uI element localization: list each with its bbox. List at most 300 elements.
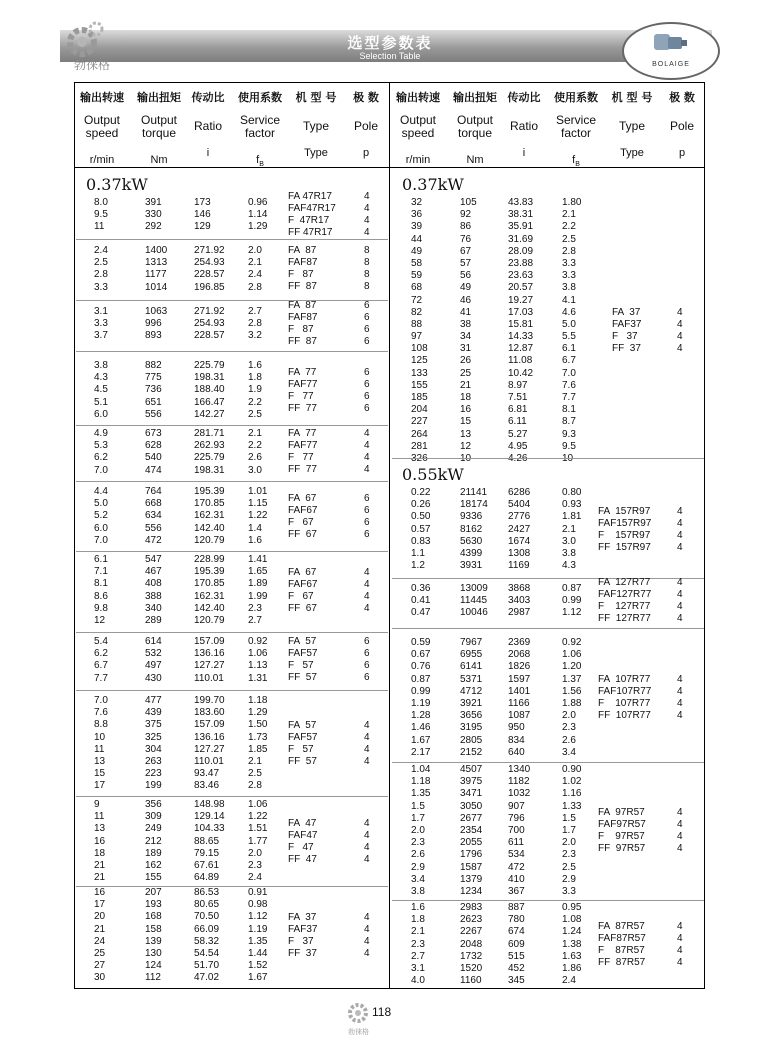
table-cell: 2.1 — [248, 257, 262, 269]
table-cell: 1.44 — [248, 947, 268, 959]
group-separator — [76, 425, 388, 426]
table-cell: 162.31 — [194, 590, 225, 602]
table-cell: 0.99 — [411, 685, 431, 697]
service-factor-column — [248, 636, 282, 685]
table-cell: 996 — [145, 318, 162, 330]
table-cell: 408 — [145, 578, 162, 590]
table-cell: 0.50 — [411, 511, 431, 523]
table-cell: 5.5 — [562, 331, 576, 343]
table-cell: 2983 — [460, 902, 483, 913]
table-cell: 556 — [145, 522, 162, 534]
table-cell: 21141 — [460, 487, 488, 498]
pole-count: 8 — [364, 245, 370, 257]
table-cell: 170.85 — [194, 578, 225, 590]
table-cell: 1732 — [460, 950, 483, 962]
table-cell: 1.37 — [562, 673, 582, 685]
type-code: FF 47 — [288, 853, 317, 865]
service-factor-column — [248, 428, 282, 477]
table-cell: 9 — [94, 799, 100, 810]
table-cell: 0.47 — [411, 607, 431, 619]
table-cell: 614 — [145, 636, 162, 647]
table-cell: 92 — [460, 209, 472, 221]
table-cell: 10046 — [460, 607, 488, 619]
table-cell: 2.6 — [248, 452, 262, 464]
table-cell: 0.67 — [411, 649, 431, 661]
pole-count: 6 — [364, 378, 370, 390]
pole-count: 4 — [677, 613, 683, 625]
table-cell: 5404 — [508, 499, 531, 511]
table-cell: 93.47 — [194, 768, 220, 780]
pole-count: 4 — [677, 319, 683, 331]
pole-list — [364, 191, 370, 239]
type-code: FA 37 — [288, 911, 317, 923]
table-cell: 264 — [411, 428, 428, 440]
table-cell: 467 — [145, 566, 162, 578]
table-cell: 4712 — [460, 685, 483, 697]
table-cell: 67 — [460, 245, 472, 257]
pole-list — [364, 493, 370, 541]
pole-count: 4 — [677, 505, 683, 517]
group-separator — [76, 239, 388, 240]
table-cell: 2987 — [508, 607, 531, 619]
table-cell: 2.9 — [411, 861, 425, 873]
table-cell: 0.90 — [562, 764, 582, 775]
type-code: F 127R77 — [598, 601, 651, 613]
table-cell: 183.60 — [194, 707, 225, 719]
type-code: FAF67 — [288, 504, 318, 516]
table-cell: 3471 — [460, 788, 483, 800]
table-cell: 80.65 — [194, 899, 220, 911]
table-cell: 1.86 — [562, 962, 582, 974]
ratio-column — [194, 486, 238, 547]
column-header-cn: 输出扭矩 — [453, 91, 497, 104]
type-list — [598, 506, 651, 554]
table-cell — [460, 453, 500, 465]
table-cell: 3195 — [460, 722, 483, 734]
table-cell: 3.1 — [411, 962, 425, 974]
table-cell: 4.95 — [508, 440, 528, 452]
table-cell: 2.1 — [562, 523, 576, 535]
brand-name-left: 勃徕格 — [74, 58, 111, 72]
table-cell: 34 — [460, 331, 472, 343]
footer-brand: 勃徕格 — [348, 1028, 369, 1036]
table-cell: 212 — [145, 835, 162, 847]
table-cell: 148.98 — [194, 799, 225, 810]
pole-count: 6 — [364, 366, 370, 378]
table-cell: 19.27 — [508, 294, 534, 306]
column-header-cn: 使用系数 — [238, 91, 282, 104]
table-cell: 129.14 — [194, 811, 225, 823]
table-cell: 0.87 — [562, 583, 582, 594]
pole-count: 6 — [364, 390, 370, 402]
type-list — [288, 367, 317, 415]
group-separator — [76, 351, 388, 352]
brand-name-right: BOLAIGE — [652, 61, 690, 68]
group-separator — [392, 628, 704, 629]
table-cell — [411, 453, 439, 465]
table-cell: 2.5 — [248, 768, 262, 780]
type-code: FAF157R97 — [598, 517, 652, 529]
table-cell: 105 — [460, 197, 477, 208]
table-cell: 6.0 — [94, 522, 108, 534]
table-cell: 43.83 — [508, 197, 534, 208]
type-code: F 37 — [612, 331, 638, 343]
pole-count: 4 — [677, 307, 683, 319]
pole-count: 4 — [677, 541, 683, 553]
table-cell: 8.7 — [562, 416, 576, 428]
table-cell: 1.22 — [248, 811, 268, 823]
table-cell: 82 — [411, 306, 423, 318]
table-cell: 1.6 — [248, 534, 262, 546]
pole-count: 4 — [364, 829, 370, 841]
table-cell: 57 — [460, 257, 472, 269]
table-cell: 2776 — [508, 511, 531, 523]
type-list — [288, 636, 317, 684]
table-cell: 199 — [145, 780, 162, 792]
table-cell: 7.6 — [562, 379, 576, 391]
table-cell: 7.0 — [94, 464, 108, 476]
torque-column — [145, 486, 185, 547]
pole-count: 4 — [677, 956, 683, 968]
type-code: F 77 — [288, 390, 314, 402]
ratio-column — [508, 902, 552, 987]
type-list — [288, 245, 317, 293]
pole-count: 4 — [677, 674, 683, 685]
table-cell: 1.18 — [248, 695, 268, 706]
column-header-en: Pole — [669, 119, 695, 133]
table-cell: 674 — [508, 926, 525, 938]
table-cell: 2.8 — [562, 245, 576, 257]
table-cell: 2.1 — [248, 428, 262, 439]
table-cell: 796 — [508, 812, 525, 824]
column-header-cn: 极 数 — [669, 91, 695, 104]
table-cell: 540 — [145, 452, 162, 464]
torque-column — [145, 554, 185, 627]
table-cell: 41 — [460, 306, 472, 318]
table-cell: 228.57 — [194, 269, 225, 281]
table-cell: 1.06 — [562, 649, 582, 661]
table-cell: 17 — [94, 899, 106, 911]
table-cell: 125 — [411, 355, 428, 367]
type-code: FAF127R77 — [598, 589, 652, 601]
table-cell: 46 — [460, 294, 472, 306]
service-factor-column — [248, 486, 282, 547]
pole-count: 4 — [677, 710, 683, 721]
table-cell — [508, 453, 552, 465]
table-cell: 185 — [411, 392, 428, 403]
table-cell: 198.31 — [194, 464, 225, 476]
table-cell: 532 — [145, 648, 162, 660]
table-cell: 228.57 — [194, 330, 225, 342]
column-header-en: Ratio — [193, 119, 222, 133]
table-cell: 2068 — [508, 649, 531, 661]
speed-column — [94, 360, 122, 421]
pole-list — [364, 720, 370, 768]
table-cell: 12 — [94, 614, 106, 626]
table-cell: 472 — [508, 861, 525, 873]
table-cell: 1.65 — [248, 566, 268, 578]
pole-list — [677, 506, 683, 554]
table-cell: 4.0 — [411, 975, 425, 987]
type-code: F 47 — [288, 841, 314, 853]
type-code: F 157R97 — [598, 529, 651, 541]
type-list — [288, 300, 317, 348]
type-code: FA 67 — [288, 492, 317, 504]
table-cell: 49 — [411, 245, 423, 257]
table-cell: 834 — [508, 734, 525, 746]
table-cell: 97 — [411, 331, 423, 343]
table-cell: 1.06 — [248, 648, 268, 660]
table-cell: 86.53 — [194, 887, 220, 898]
type-code: FF 157R97 — [598, 541, 651, 553]
group-separator — [392, 900, 704, 901]
pole-count: 6 — [364, 336, 370, 348]
service-factor-column — [248, 799, 282, 884]
table-cell: 58 — [411, 257, 423, 269]
pole-count: 4 — [364, 578, 370, 590]
pole-list — [364, 567, 370, 615]
ratio-column — [194, 636, 238, 685]
table-cell: 108 — [411, 343, 428, 355]
table-cell: 2623 — [460, 914, 483, 926]
table-cell: 887 — [508, 902, 525, 913]
table-cell: 2369 — [508, 637, 531, 648]
table-cell: 1.29 — [248, 221, 268, 233]
table-cell: 7.51 — [508, 392, 528, 403]
ratio-column — [194, 360, 238, 421]
table-cell: 139 — [145, 935, 162, 947]
table-cell: 1587 — [460, 861, 483, 873]
table-cell: 497 — [145, 660, 162, 672]
table-cell: 2.9 — [562, 873, 576, 885]
table-cell: 21 — [94, 923, 106, 935]
pole-count: 6 — [364, 492, 370, 504]
column-header-cn: 传动比 — [507, 91, 541, 104]
table-cell: 950 — [508, 722, 525, 734]
table-cell: 15.81 — [508, 318, 534, 330]
table-cell: 23.63 — [508, 270, 534, 282]
table-cell: 367 — [508, 885, 525, 897]
table-cell: 5.27 — [508, 428, 528, 440]
table-cell: 127.27 — [194, 743, 225, 755]
pole-count: 4 — [677, 686, 683, 697]
table-cell: 11.08 — [508, 355, 533, 367]
table-cell: 1.16 — [562, 788, 582, 800]
table-cell: 628 — [145, 440, 162, 452]
table-cell: 110.01 — [194, 672, 224, 684]
power-rating: 0.55kW — [402, 465, 464, 484]
table-cell: 0.92 — [248, 636, 268, 647]
table-cell: 2.6 — [562, 734, 576, 746]
table-cell: 1.73 — [248, 731, 268, 743]
table-cell: 24 — [94, 935, 106, 947]
column-header-left-1 — [134, 91, 184, 167]
table-cell: 1.31 — [248, 672, 268, 684]
table-cell: 136.16 — [194, 731, 225, 743]
ratio-column — [194, 245, 238, 294]
table-cell: 1.5 — [411, 800, 425, 812]
table-cell: 0.41 — [411, 595, 431, 607]
type-code: F 57 — [288, 660, 314, 672]
column-header-cn: 输出转速 — [80, 91, 124, 104]
group-separator — [76, 481, 388, 482]
type-code: FAF47R17 — [288, 203, 336, 215]
table-cell: 2.0 — [562, 710, 576, 722]
table-cell: 44 — [411, 233, 423, 245]
service-factor-column — [248, 360, 282, 421]
table-cell: 263 — [145, 755, 162, 767]
table-cell: 8.6 — [94, 590, 108, 602]
pole-count: 6 — [364, 648, 370, 660]
table-cell: 1.24 — [562, 926, 582, 938]
table-cell: 1400 — [145, 245, 168, 256]
table-cell: 3403 — [508, 595, 531, 607]
table-cell: 3.4 — [562, 746, 576, 758]
table-cell: 700 — [508, 824, 525, 836]
type-list — [288, 428, 317, 476]
power-rating: 0.37kW — [402, 175, 464, 194]
type-code: FAF77 — [288, 378, 318, 390]
table-cell: 51.70 — [194, 960, 220, 972]
table-cell: 736 — [145, 384, 162, 396]
table-cell: 3.0 — [562, 535, 576, 547]
table-cell: 2.3 — [248, 859, 262, 871]
type-code: FF 77 — [288, 464, 317, 476]
table-cell: 325 — [145, 731, 162, 743]
pole-count: 6 — [364, 402, 370, 414]
table-cell: 764 — [145, 486, 162, 497]
service-factor-column — [248, 695, 282, 793]
table-cell: 1.9 — [248, 384, 262, 396]
table-cell: 204 — [411, 404, 428, 416]
table-cell: 609 — [508, 938, 525, 950]
table-cell: 907 — [508, 800, 525, 812]
column-header-right-4 — [606, 91, 658, 160]
table-cell: 15 — [460, 416, 472, 428]
pole-count: 4 — [364, 911, 370, 923]
type-code: FF 47R17 — [288, 227, 333, 239]
type-list — [288, 720, 317, 768]
table-cell: 18 — [460, 392, 472, 403]
table-cell: 2805 — [460, 734, 483, 746]
table-cell: 21 — [460, 379, 472, 391]
table-cell: 15 — [94, 768, 106, 780]
table-cell: 7.0 — [94, 534, 108, 546]
table-cell: 166.47 — [194, 396, 225, 408]
pole-list — [677, 921, 683, 969]
table-cell: 1826 — [508, 661, 531, 673]
table-cell: 3.1 — [94, 306, 108, 317]
table-cell: 292 — [145, 221, 162, 233]
table-cell: 1597 — [508, 673, 531, 685]
table-cell: 1.63 — [562, 950, 582, 962]
page-subtitle: Selection Table — [359, 51, 421, 61]
table-cell: 120.79 — [194, 534, 225, 546]
type-list — [598, 674, 651, 722]
type-code: FA 97R57 — [598, 807, 645, 819]
ratio-column — [194, 695, 238, 793]
table-cell: 2.4 — [248, 269, 262, 281]
table-cell: 1.12 — [562, 607, 582, 619]
table-cell: 4.6 — [562, 306, 576, 318]
table-cell: 1340 — [508, 764, 531, 775]
table-cell: 2.0 — [248, 847, 262, 859]
table-cell: 271.92 — [194, 306, 225, 317]
table-cell: 13 — [94, 755, 106, 767]
type-code: FF 77 — [288, 402, 317, 414]
type-code: FF 107R77 — [598, 710, 651, 721]
table-cell: 2.3 — [562, 849, 576, 861]
speed-column — [94, 554, 122, 627]
table-cell: 1.20 — [562, 661, 582, 673]
pole-list — [364, 912, 370, 960]
type-code: FA 77 — [288, 428, 317, 440]
table-cell: 0.22 — [411, 487, 431, 498]
speed-column — [94, 197, 122, 234]
table-cell: 1.33 — [562, 800, 582, 812]
table-cell: 2.1 — [411, 926, 425, 938]
table-cell: 1.88 — [562, 697, 582, 709]
table-cell: 49 — [460, 282, 472, 294]
table-cell: 2.4 — [248, 872, 262, 884]
table-cell: 6.1 — [94, 554, 108, 565]
brand-logo-right — [622, 22, 720, 80]
table-cell: 1379 — [460, 873, 483, 885]
table-cell: 155 — [145, 872, 162, 884]
pole-list — [677, 307, 683, 355]
table-cell: 2.7 — [248, 614, 262, 626]
type-code: FAF37 — [612, 319, 642, 331]
table-cell: 6.7 — [94, 660, 108, 672]
table-cell: 32 — [411, 197, 423, 208]
table-cell: 1166 — [508, 697, 530, 709]
speed-column — [94, 695, 122, 793]
table-cell: 1.7 — [562, 824, 576, 836]
table-cell: 1.22 — [248, 510, 268, 522]
torque-column — [145, 360, 185, 421]
table-cell: 8.97 — [508, 379, 528, 391]
speed-column — [411, 487, 439, 572]
table-cell: 1.38 — [562, 938, 582, 950]
table-cell: 0.36 — [411, 583, 431, 594]
pole-count: 6 — [364, 636, 370, 648]
table-cell: 3975 — [460, 776, 483, 788]
table-cell: 3.0 — [248, 464, 262, 476]
table-cell: 88.65 — [194, 835, 220, 847]
speed-column — [411, 902, 439, 987]
table-cell: 1401 — [508, 685, 531, 697]
type-code: F 67 — [288, 590, 314, 602]
pole-count: 4 — [677, 944, 683, 956]
group-separator — [76, 690, 388, 691]
column-header-right-1 — [450, 91, 500, 167]
table-cell: 515 — [508, 950, 525, 962]
table-cell: 474 — [145, 464, 162, 476]
table-cell: 7.6 — [94, 707, 108, 719]
table-cell: 38.31 — [508, 209, 534, 221]
table-cell: 0.57 — [411, 523, 431, 535]
table-cell: 3.3 — [94, 281, 108, 293]
table-cell: 2.2 — [248, 396, 262, 408]
table-cell: 12.87 — [508, 343, 534, 355]
table-cell: 1.8 — [411, 914, 425, 926]
table-cell: 3.4 — [411, 873, 425, 885]
table-cell: 2.5 — [562, 861, 576, 873]
table-cell: 1234 — [460, 885, 483, 897]
pole-count: 4 — [677, 698, 683, 709]
table-cell: 2.3 — [562, 722, 576, 734]
table-cell: 0.80 — [562, 487, 582, 498]
